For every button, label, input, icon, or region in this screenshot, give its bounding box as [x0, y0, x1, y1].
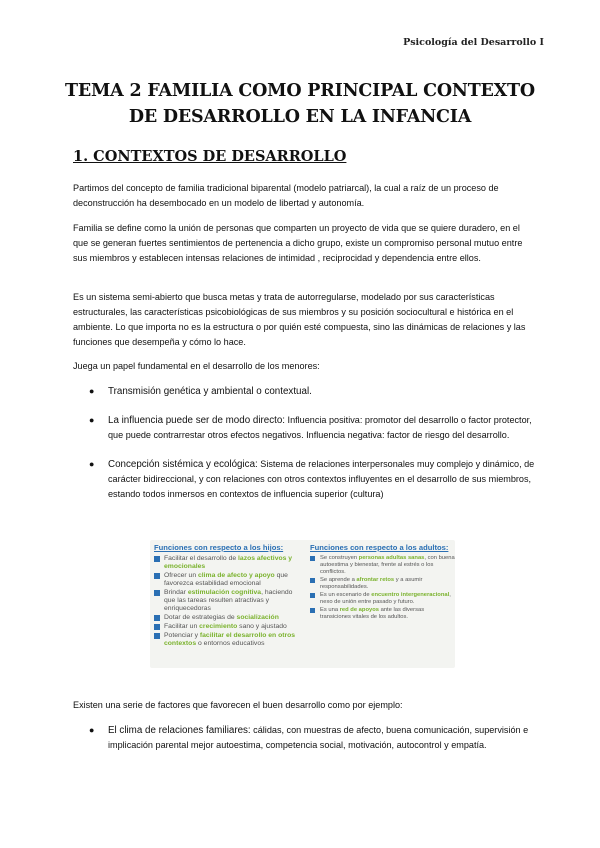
figure-item-text: o entornos educativos [196, 640, 265, 647]
figure-item-highlight: estimulación cognitiva [187, 589, 262, 596]
figure-item-text: que favorezca estabilidad emocional [164, 572, 288, 587]
checkbox-square-icon [154, 624, 160, 630]
figure-item-highlight: facilitar el desarrollo en otros contextos [164, 632, 296, 647]
list-item-text: cálidas, con muestras de afecto, buena comunicación, supervisión e implicación parental mejor autoestima, competencia social, motivación, autocontrol y empatía. [108, 725, 529, 750]
paragraph-3: Es un sistema semi-abierto que busca metas y trata de autorregularse, modelado por sus características estructurales, las características psicobiológicas de sus miembros y su posición sociocultural e histórica en el ambiente. Lo que importa no es la estructura o por quién esté compuesta, sino las dinámicas de relaciones y las funciones que desempeña y cómo lo hace. [73, 292, 526, 347]
title-line-2: DE DESARROLLO EN LA INFANCIA [128, 107, 472, 127]
list-item [73, 413, 543, 443]
checkbox-square-icon [154, 633, 160, 639]
figure-item-highlight: lazos afectivos y emocionales [164, 555, 293, 570]
functions-adults-heading: Funciones con respecto a los adultos: [310, 543, 449, 552]
figure-item-text: Dotar de estrategias de [164, 614, 237, 621]
figure-item-text: Ofrecer un [164, 572, 198, 579]
list-item-lead: La influencia puede ser de modo directo: [108, 415, 286, 426]
figure-item [154, 614, 304, 622]
figure-item-text: ante las diversas transiciones vitales de los adultos. [320, 607, 425, 620]
figure-item [154, 623, 304, 631]
figure-item-highlight: crecimiento [199, 623, 238, 630]
running-header: Psicología del Desarrollo I [403, 37, 544, 48]
figure-item [154, 555, 304, 571]
bullet-icon: ● [89, 415, 95, 425]
bullet-icon: ● [89, 459, 95, 469]
paragraph-1: Partimos del concepto de familia tradicional biparental (modelo patriarcal), la cual a raíz de un proceso de deconstrucción ha desembocado en un modelo de libertad y autonomía. [73, 183, 499, 208]
checkbox-square-icon [310, 556, 315, 561]
figure-item-highlight: clima de afecto y apoyo [198, 572, 275, 579]
list-item-lead: Concepción sistémica y ecológica: [108, 459, 258, 470]
title-line-1: TEMA 2 FAMILIA COMO PRINCIPAL CONTEXTO [65, 81, 535, 101]
bullet-icon: ● [89, 386, 95, 396]
bullet-list-roles [73, 384, 543, 502]
figure-item-text: Es un escenario de [320, 592, 372, 598]
figure-item-highlight: socialización [236, 614, 279, 621]
functions-children-column [154, 544, 304, 649]
paragraph-2: Familia se define como la unión de personas que comparten un proyecto de vida que se quiere duradero, en el que se generan fuertes sentimientos de pertenencia a dicho grupo, existe un compromiso personal mutuo entre sus miembros y establecen intensas relaciones de intimidad , reciprocidad y dependencia entre ellos. [73, 223, 523, 263]
page-title [40, 78, 560, 130]
list-item [73, 384, 543, 399]
list-item-text: Sistema de relaciones interpersonales muy complejo y dinámico, de carácter bidireccional, y con relaciones con otros contextos influyentes en el desarrollo de sus miembros, estando todos inmersos en contextos de influencia superior (cultura) [108, 459, 535, 499]
checkbox-square-icon [310, 578, 315, 583]
bullet-list-factors [73, 723, 543, 753]
figure-item-text: Brindar [164, 589, 188, 596]
figure-item-text: Potenciar y [164, 632, 200, 639]
paragraph-5: Existen una serie de factores que favorecen el buen desarrollo como por ejemplo: [73, 700, 403, 710]
paragraph-4: Juega un papel fundamental en el desarrollo de los menores: [73, 361, 320, 371]
figure-item-text: Facilitar el desarrollo de [164, 555, 239, 562]
figure-item-text: , haciendo que las tareas resulten atractivas y enriquecedoras [164, 589, 293, 612]
figure-item [154, 632, 304, 648]
figure-item-highlight: personas adultas sanas [358, 555, 425, 561]
figure-item-text: Es una [320, 607, 340, 613]
bullet-icon: ● [89, 725, 95, 735]
checkbox-square-icon [154, 615, 160, 621]
figure-item [310, 577, 455, 591]
section-heading: 1. CONTEXTOS DE DESARROLLO [73, 148, 347, 165]
figure-item-text: Facilitar un [164, 623, 200, 630]
checkbox-square-icon [154, 573, 160, 579]
list-item [73, 723, 543, 753]
figure-item [154, 589, 304, 613]
list-item-lead: Transmisión genética y ambiental o contextual. [108, 386, 312, 397]
figure-item-highlight: red de apoyos [339, 607, 379, 613]
figure-item [154, 572, 304, 588]
functions-adults-column [310, 544, 455, 622]
figure-item-text: Se construyen [320, 555, 359, 561]
figure-item-text: Se aprende a [320, 577, 357, 583]
figure-item-text: , con buena autoestima y bienestar, frente al estrés o los conflictos. [320, 555, 455, 575]
figure-item-highlight: afrontar retos [356, 577, 395, 583]
list-item-text: Influencia positiva: promotor del desarrollo o factor protector, que puede contrarrestar otros efectos negativos. Influencia negativa: factor de riesgo del desarrollo. [108, 415, 532, 440]
list-item [73, 457, 543, 502]
figure-item [310, 555, 455, 576]
figure-item [310, 607, 455, 621]
checkbox-square-icon [154, 590, 160, 596]
figure-item [310, 592, 455, 606]
checkbox-square-icon [310, 608, 315, 613]
figure-item-text: , nexo de unión entre pasado y futuro. [320, 592, 451, 605]
checkbox-square-icon [154, 556, 160, 562]
figure-item-text: y a asumir responsabilidades. [320, 577, 423, 590]
figure-item-highlight: encuentro intergeneracional [371, 592, 450, 598]
figure-item-text: sano y ajustado [237, 623, 287, 630]
functions-children-heading: Funciones con respecto a los hijos: [154, 543, 284, 552]
functions-figure [150, 540, 455, 668]
checkbox-square-icon [310, 593, 315, 598]
list-item-lead: El clima de relaciones familiares: [108, 725, 251, 736]
